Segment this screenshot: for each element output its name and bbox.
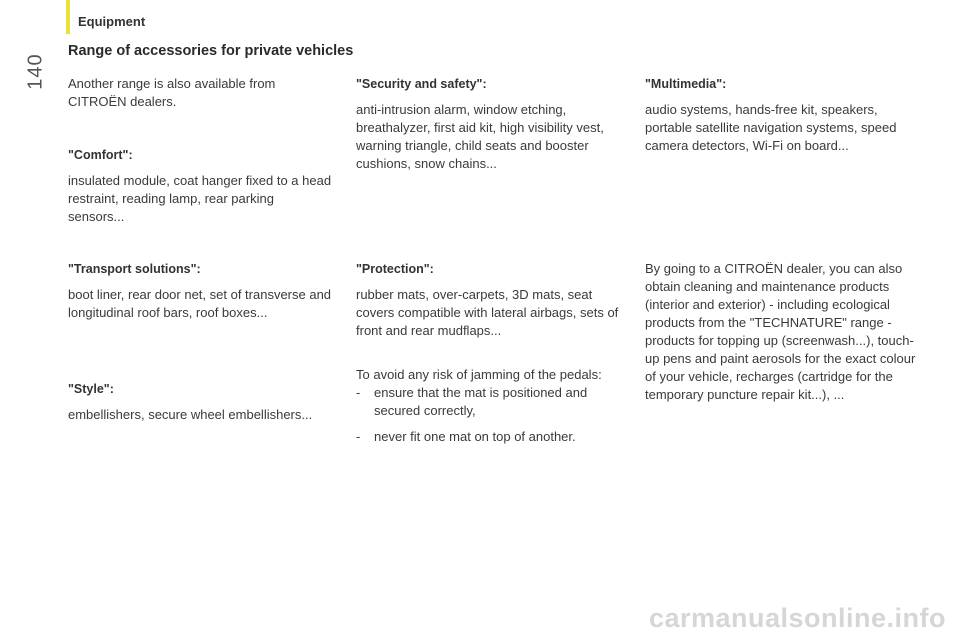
multimedia-text: audio systems, hands-free kit, speakers, portable satellite navigation systems, speed camera detectors, Wi-Fi on board...	[645, 102, 897, 153]
transport-block	[68, 260, 333, 322]
list-item: - ensure that the mat is positioned and secured correctly,	[356, 385, 588, 418]
style-heading: "Style":	[68, 382, 114, 396]
watermark: carmanualsonline.info	[648, 603, 946, 633]
security-block	[356, 75, 624, 173]
style-text: embellishers, secure wheel embellishers...	[68, 407, 313, 422]
page-number: 140	[24, 53, 47, 90]
comfort-heading: "Comfort":	[68, 148, 133, 162]
pedals-item-text: never fit one mat on top of another.	[374, 429, 576, 444]
multimedia-block	[645, 75, 920, 155]
protection-text: rubber mats, over-carpets, 3D mats, seat covers compatible with lateral airbags, sets of front and rear mudflaps...	[356, 287, 619, 338]
transport-heading: "Transport solutions":	[68, 262, 201, 276]
pedals-intro: To avoid any risk of jamming of the pedals:	[356, 367, 602, 382]
list-item: - never fit one mat on top of another.	[356, 429, 576, 444]
intro-block	[68, 75, 333, 111]
section-accent-bar	[66, 0, 70, 34]
protection-block	[356, 260, 624, 340]
pedals-item-text: ensure that the mat is positioned and secured correctly,	[374, 385, 588, 418]
security-text: anti-intrusion alarm, window etching, breathalyzer, first aid kit, high visibility vest, warning triangle, child seats and booster cushions, snow chains...	[356, 102, 604, 171]
dealer-note-text: By going to a CITROËN dealer, you can also obtain cleaning and maintenance products (interior and exterior) - including ecological products from the "TECHNATURE" range - products for topping up (screenwash...), touch-up pens and paint aerosols for the exact colour of your vehicle, recharges (cartridge for the temporary puncture repair kit...), ...	[645, 261, 916, 402]
comfort-block	[68, 146, 333, 226]
security-heading: "Security and safety":	[356, 77, 487, 91]
comfort-text: insulated module, coat hanger fixed to a head restraint, reading lamp, rear parking sensors...	[68, 173, 332, 224]
style-block	[68, 380, 333, 424]
page-title: Range of accessories for private vehicles	[68, 43, 354, 59]
multimedia-heading: "Multimedia":	[645, 77, 727, 91]
section-label: Equipment	[78, 14, 146, 29]
pedals-list	[356, 384, 624, 446]
protection-heading: "Protection":	[356, 262, 434, 276]
transport-text: boot liner, rear door net, set of transverse and longitudinal roof bars, roof boxes...	[68, 287, 332, 320]
dealer-note-block	[645, 260, 920, 404]
intro-text: Another range is also available from CITROËN dealers.	[68, 76, 276, 109]
pedals-block	[356, 366, 624, 446]
